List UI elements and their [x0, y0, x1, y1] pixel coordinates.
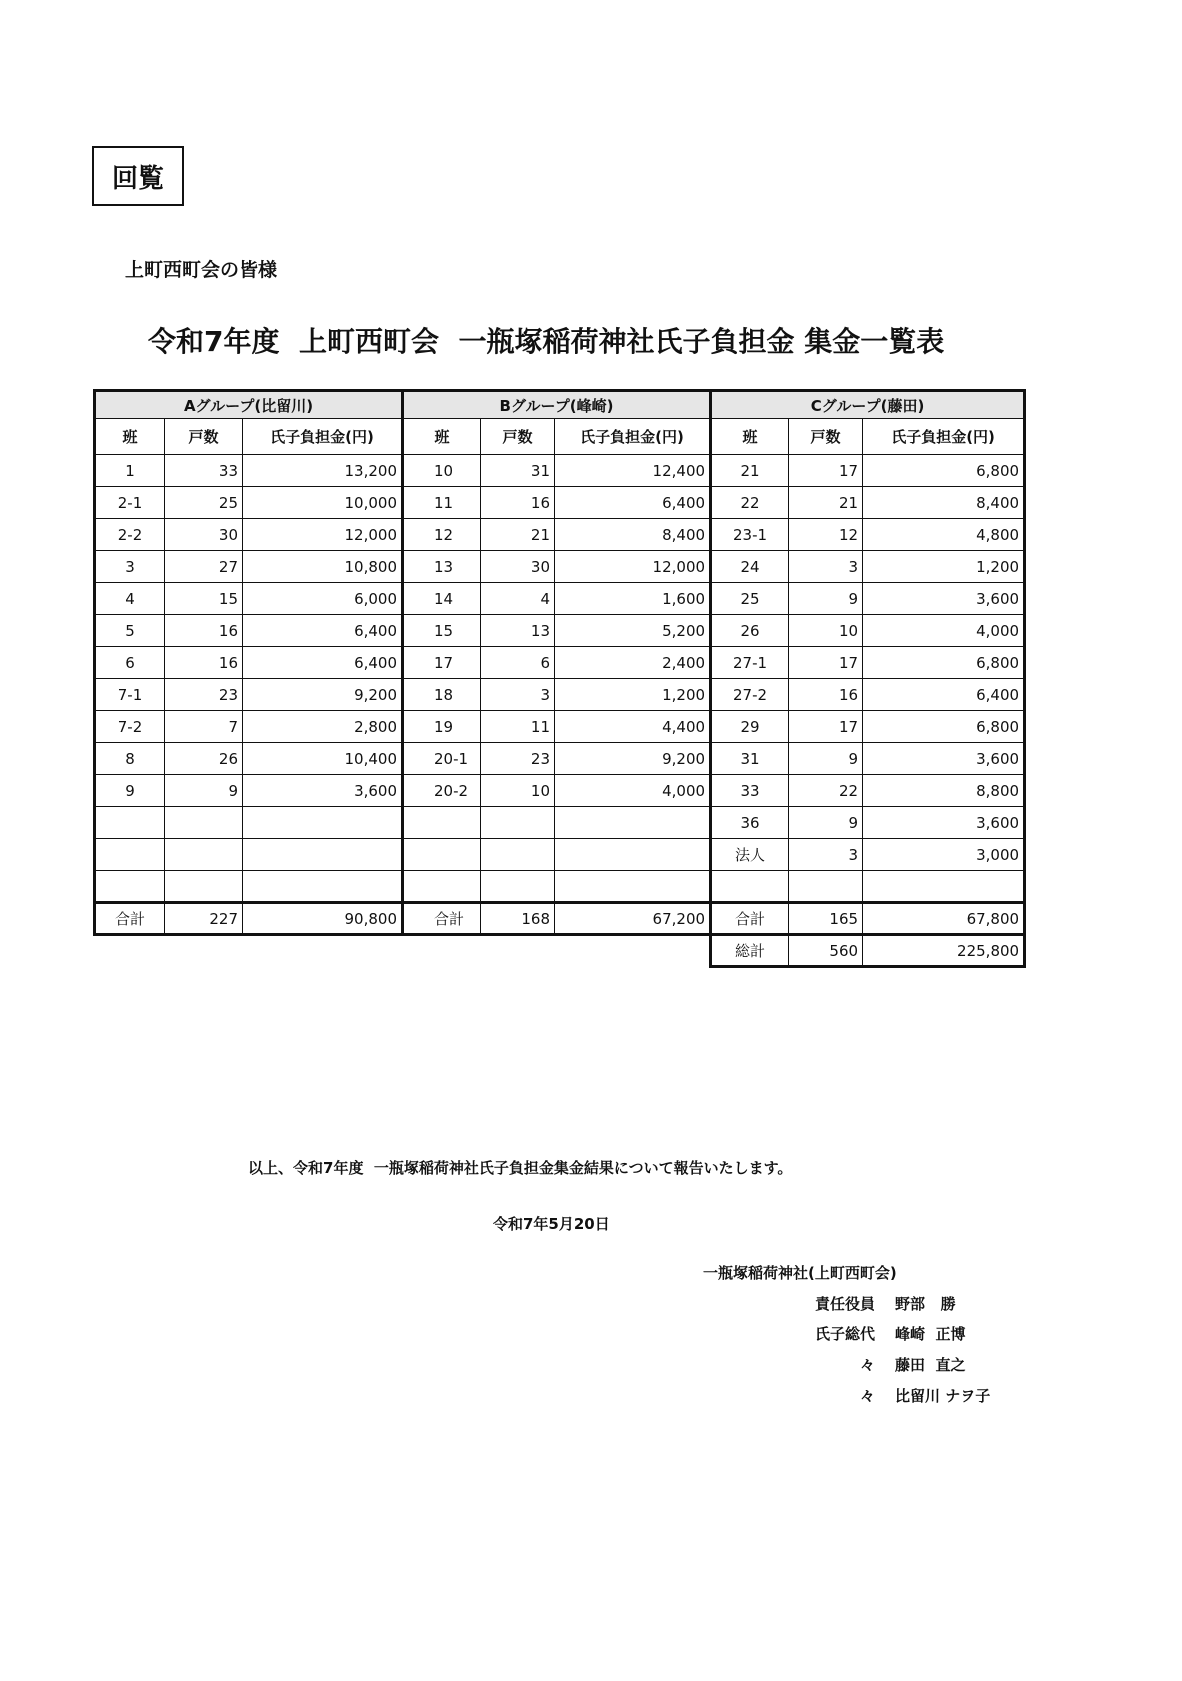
cell-amount: 1,200 [863, 551, 1025, 583]
cell-han: 1 [95, 455, 165, 487]
cell-kosu [481, 807, 555, 839]
cell-amount: 12,000 [555, 551, 711, 583]
empty-space [403, 935, 481, 967]
cell-amount: 3,600 [243, 775, 403, 807]
cell-kosu: 30 [481, 551, 555, 583]
cell-amount: 10,800 [243, 551, 403, 583]
cell-han: 20-1 [403, 743, 481, 775]
cell-han: 13 [403, 551, 481, 583]
table-row [95, 583, 1025, 615]
cell-kosu: 10 [789, 615, 863, 647]
cell-han: 6 [95, 647, 165, 679]
cell-han: 12 [403, 519, 481, 551]
signatory [795, 1293, 1115, 1315]
cell-han: 23-1 [711, 519, 789, 551]
total-label: 合計 [711, 903, 789, 935]
cell-amount [555, 807, 711, 839]
cell-amount: 6,400 [243, 647, 403, 679]
table-row [95, 775, 1025, 807]
cell-kosu [165, 839, 243, 871]
cell-amount [555, 871, 711, 903]
cell-han: 15 [403, 615, 481, 647]
cell-amount: 4,000 [863, 615, 1025, 647]
cell-amount: 8,800 [863, 775, 1025, 807]
cell-han: 25 [711, 583, 789, 615]
cell-han: 14 [403, 583, 481, 615]
cell-kosu [481, 839, 555, 871]
cell-kosu: 9 [789, 583, 863, 615]
group-header-row [95, 391, 1025, 419]
table-row [95, 807, 1025, 839]
signatory-role: 氏子総代 [814, 1325, 875, 1343]
grand-total-row [95, 935, 1025, 967]
cell-kosu: 16 [789, 679, 863, 711]
cell-amount: 12,400 [555, 455, 711, 487]
total-row [95, 903, 1025, 935]
cell-amount: 1,200 [555, 679, 711, 711]
cell-han [95, 871, 165, 903]
report-date: 令和7年5月20日 [493, 1215, 610, 1233]
cell-han: 5 [95, 615, 165, 647]
cell-amount: 4,000 [555, 775, 711, 807]
group-name: Bグループ(峰崎) [403, 391, 711, 419]
cell-kosu [789, 871, 863, 903]
grand-total-kosu: 560 [789, 935, 863, 967]
cell-han [403, 807, 481, 839]
cell-kosu: 22 [789, 775, 863, 807]
cell-kosu: 17 [789, 455, 863, 487]
table-row [95, 839, 1025, 871]
cell-amount: 8,400 [863, 487, 1025, 519]
cell-han: 10 [403, 455, 481, 487]
cell-kosu [165, 871, 243, 903]
cell-kosu: 4 [481, 583, 555, 615]
cell-amount: 8,400 [555, 519, 711, 551]
cell-han [95, 807, 165, 839]
cell-kosu: 12 [789, 519, 863, 551]
column-header-amount: 氏子負担金(円) [243, 419, 403, 455]
cell-amount [243, 871, 403, 903]
total-label: 合計 [403, 903, 481, 935]
cell-han: 18 [403, 679, 481, 711]
cell-kosu: 16 [481, 487, 555, 519]
cell-kosu: 10 [481, 775, 555, 807]
grand-total-label: 総計 [711, 935, 789, 967]
cell-amount: 12,000 [243, 519, 403, 551]
cell-amount: 6,800 [863, 455, 1025, 487]
column-header-kosu: 戸数 [165, 419, 243, 455]
cell-han: 7-2 [95, 711, 165, 743]
cell-kosu: 30 [165, 519, 243, 551]
table-row [95, 455, 1025, 487]
cell-han: 11 [403, 487, 481, 519]
cell-han: 9 [95, 775, 165, 807]
cell-han: 29 [711, 711, 789, 743]
cell-kosu: 17 [789, 647, 863, 679]
cell-han: 26 [711, 615, 789, 647]
cell-kosu: 9 [789, 743, 863, 775]
cell-han: 2-2 [95, 519, 165, 551]
cell-kosu: 15 [165, 583, 243, 615]
total-amount: 67,800 [863, 903, 1025, 935]
closing-statement: 以上、令和7年度 一瓶塚稲荷神社氏子負担金集金結果について報告いたします。 [248, 1159, 793, 1177]
collection-table [93, 389, 1026, 968]
cell-han: 20-2 [403, 775, 481, 807]
cell-han: 4 [95, 583, 165, 615]
cell-kosu: 25 [165, 487, 243, 519]
cell-amount: 3,600 [863, 583, 1025, 615]
cell-kosu: 23 [481, 743, 555, 775]
cell-kosu: 27 [165, 551, 243, 583]
cell-kosu: 3 [789, 551, 863, 583]
total-amount: 90,800 [243, 903, 403, 935]
cell-han: 27-1 [711, 647, 789, 679]
signatory-name: 野部 勝 [895, 1295, 956, 1313]
cell-kosu [481, 871, 555, 903]
empty-space [95, 935, 165, 967]
cell-amount: 6,400 [863, 679, 1025, 711]
cell-kosu: 23 [165, 679, 243, 711]
cell-amount: 10,000 [243, 487, 403, 519]
signatory-role: 責任役員 [814, 1295, 875, 1313]
column-header-row [95, 419, 1025, 455]
total-kosu: 168 [481, 903, 555, 935]
cell-han [403, 871, 481, 903]
column-header-amount: 氏子負担金(円) [863, 419, 1025, 455]
cell-kosu: 21 [481, 519, 555, 551]
cell-amount: 4,800 [863, 519, 1025, 551]
cell-kosu: 33 [165, 455, 243, 487]
cell-amount [243, 807, 403, 839]
table-row [95, 871, 1025, 903]
table-row [95, 743, 1025, 775]
signatory-name: 比留川 ナヲ子 [895, 1387, 991, 1405]
cell-han [95, 839, 165, 871]
cell-han [711, 871, 789, 903]
cell-kosu: 16 [165, 647, 243, 679]
cell-han: 8 [95, 743, 165, 775]
cell-kosu: 21 [789, 487, 863, 519]
cell-amount: 6,800 [863, 711, 1025, 743]
column-header-han: 班 [95, 419, 165, 455]
total-kosu: 165 [789, 903, 863, 935]
cell-kosu: 16 [165, 615, 243, 647]
cell-han: 22 [711, 487, 789, 519]
cell-kosu: 6 [481, 647, 555, 679]
empty-space [165, 935, 243, 967]
table-row [95, 679, 1025, 711]
table-row [95, 519, 1025, 551]
cell-amount: 9,200 [555, 743, 711, 775]
cell-han: 36 [711, 807, 789, 839]
cell-kosu: 7 [165, 711, 243, 743]
total-label: 合計 [95, 903, 165, 935]
signatory [795, 1323, 1115, 1345]
cell-amount: 13,200 [243, 455, 403, 487]
cell-kosu: 9 [165, 775, 243, 807]
cell-amount: 2,800 [243, 711, 403, 743]
column-header-amount: 氏子負担金(円) [555, 419, 711, 455]
column-header-han: 班 [711, 419, 789, 455]
empty-space [555, 935, 711, 967]
cell-amount: 6,400 [555, 487, 711, 519]
cell-kosu: 3 [481, 679, 555, 711]
column-header-kosu: 戸数 [789, 419, 863, 455]
cell-amount: 3,600 [863, 807, 1025, 839]
cell-amount [243, 839, 403, 871]
table-row [95, 487, 1025, 519]
addressee: 上町西町会の皆様 [125, 259, 278, 281]
cell-amount: 2,400 [555, 647, 711, 679]
group-name: Cグループ(藤田) [711, 391, 1025, 419]
cell-han: 法人 [711, 839, 789, 871]
signatory-role: 々 [859, 1387, 875, 1405]
table-row [95, 711, 1025, 743]
signatory [795, 1354, 1115, 1376]
cell-kosu [165, 807, 243, 839]
cell-kosu: 3 [789, 839, 863, 871]
cell-kosu: 17 [789, 711, 863, 743]
cell-han: 24 [711, 551, 789, 583]
signatory-name: 藤田 直之 [895, 1356, 966, 1374]
table-row [95, 551, 1025, 583]
cell-amount [863, 871, 1025, 903]
cell-han [403, 839, 481, 871]
total-amount: 67,200 [555, 903, 711, 935]
total-kosu: 227 [165, 903, 243, 935]
cell-kosu: 31 [481, 455, 555, 487]
table-row [95, 647, 1025, 679]
signatory [795, 1385, 1115, 1407]
cell-amount: 6,800 [863, 647, 1025, 679]
organization-name: 一瓶塚稲荷神社(上町西町会) [703, 1264, 897, 1282]
cell-amount: 4,400 [555, 711, 711, 743]
cell-han: 33 [711, 775, 789, 807]
cell-han: 27-2 [711, 679, 789, 711]
cell-amount: 9,200 [243, 679, 403, 711]
cell-amount: 6,400 [243, 615, 403, 647]
empty-space [243, 935, 403, 967]
cell-han: 2-1 [95, 487, 165, 519]
cell-amount: 3,600 [863, 743, 1025, 775]
cell-amount [555, 839, 711, 871]
cell-han: 3 [95, 551, 165, 583]
signatory-role: 々 [859, 1356, 875, 1374]
cell-han: 19 [403, 711, 481, 743]
cell-amount: 6,000 [243, 583, 403, 615]
cell-amount: 1,600 [555, 583, 711, 615]
cell-kosu: 9 [789, 807, 863, 839]
cell-amount: 3,000 [863, 839, 1025, 871]
column-header-han: 班 [403, 419, 481, 455]
cell-kosu: 11 [481, 711, 555, 743]
cell-amount: 10,400 [243, 743, 403, 775]
empty-space [481, 935, 555, 967]
cell-han: 21 [711, 455, 789, 487]
group-name: Aグループ(比留川) [95, 391, 403, 419]
table-row [95, 615, 1025, 647]
grand-total-amount: 225,800 [863, 935, 1025, 967]
cell-kosu: 26 [165, 743, 243, 775]
cell-han: 31 [711, 743, 789, 775]
cell-han: 17 [403, 647, 481, 679]
page-title: 令和7年度 上町西町会 一瓶塚稲荷神社氏子負担金 集金一覧表 [148, 325, 945, 358]
cell-han: 7-1 [95, 679, 165, 711]
circular-label: 回覧 [92, 146, 184, 206]
column-header-kosu: 戸数 [481, 419, 555, 455]
cell-amount: 5,200 [555, 615, 711, 647]
cell-kosu: 13 [481, 615, 555, 647]
signatory-name: 峰崎 正博 [895, 1325, 966, 1343]
